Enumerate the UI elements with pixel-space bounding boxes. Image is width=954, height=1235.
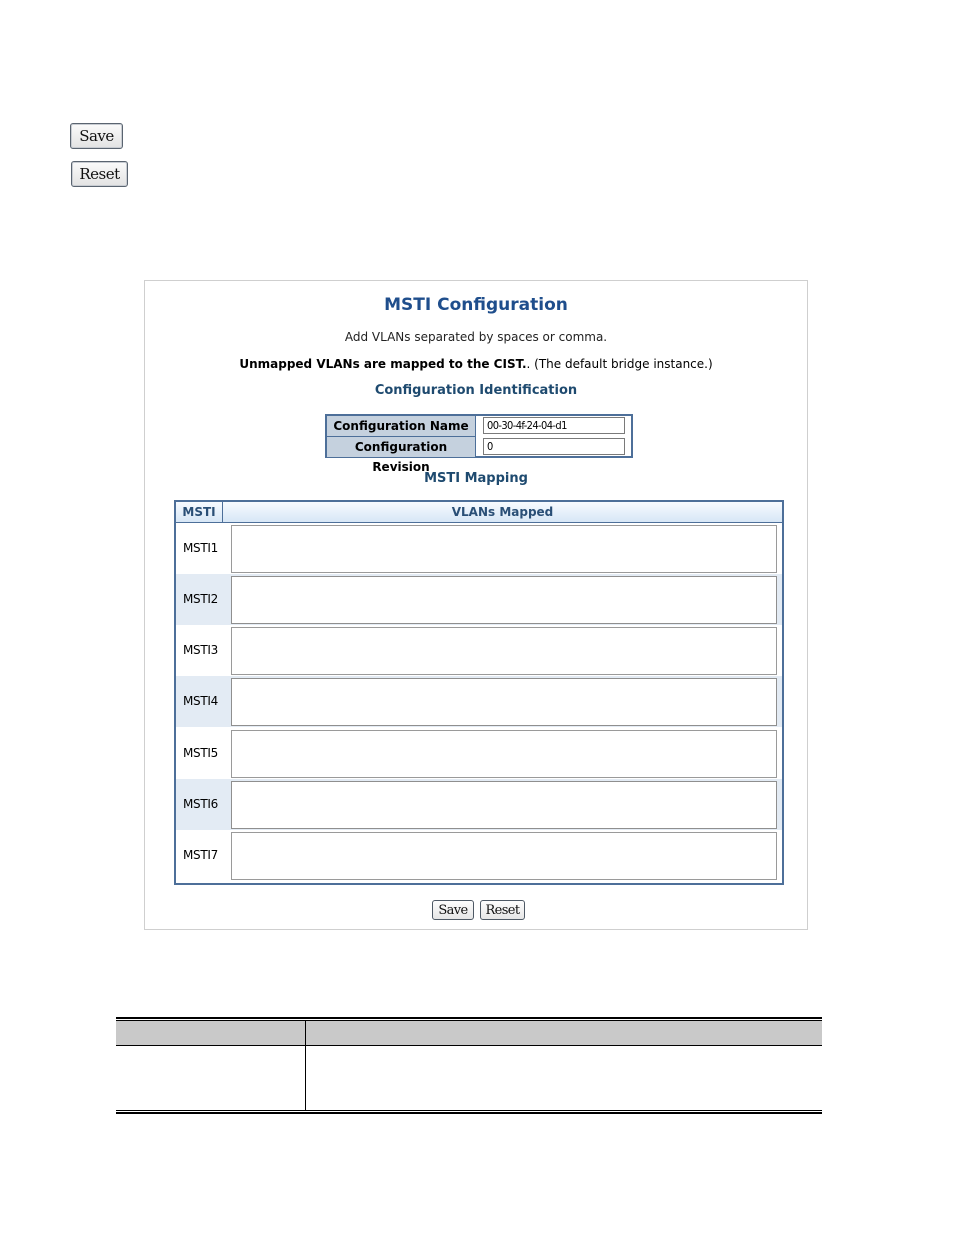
msti-mapping-header bbox=[176, 502, 782, 523]
configuration-revision-label: Configuration Revision bbox=[327, 437, 476, 457]
table-row bbox=[176, 728, 782, 779]
table-border bbox=[116, 1017, 822, 1019]
msti-label: MSTI5 bbox=[183, 746, 218, 760]
vlans-mapped-input[interactable] bbox=[231, 832, 777, 880]
configuration-revision-row bbox=[327, 437, 631, 474]
vlans-mapped-input[interactable] bbox=[231, 525, 777, 573]
configuration-name-row bbox=[327, 416, 631, 436]
msti-label: MSTI3 bbox=[183, 643, 218, 657]
save-button[interactable]: Save bbox=[432, 900, 474, 920]
page-title: MSTI Configuration bbox=[384, 295, 568, 315]
reset-button[interactable]: Reset bbox=[480, 900, 525, 920]
msti-mapping-heading: MSTI Mapping bbox=[424, 471, 528, 486]
table-row bbox=[176, 625, 782, 676]
msti-label: MSTI7 bbox=[183, 848, 218, 862]
save-button[interactable]: Save bbox=[70, 123, 123, 149]
column-header-msti: MSTI bbox=[176, 502, 223, 522]
msti-mapping-table bbox=[174, 500, 784, 885]
table-row bbox=[176, 830, 782, 881]
vlans-mapped-input[interactable] bbox=[231, 678, 777, 726]
description-table-header bbox=[116, 1021, 822, 1045]
configuration-name-input[interactable] bbox=[483, 417, 625, 434]
table-row bbox=[176, 779, 782, 830]
vlans-mapped-input[interactable] bbox=[231, 576, 777, 624]
reset-button[interactable]: Reset bbox=[71, 161, 128, 187]
table-border bbox=[116, 1112, 822, 1114]
unmapped-vlans-note bbox=[145, 357, 807, 371]
note-rest-text: . (The default bridge instance.) bbox=[526, 357, 713, 371]
note-bold-text: Unmapped VLANs are mapped to the CIST. bbox=[239, 357, 527, 371]
configuration-identification-table bbox=[325, 414, 633, 474]
configuration-identification-heading: Configuration Identification bbox=[374, 383, 578, 398]
table-row bbox=[176, 676, 782, 727]
configuration-revision-input[interactable] bbox=[483, 438, 625, 455]
column-header-vlans-mapped: VLANs Mapped bbox=[451, 505, 554, 519]
vlans-mapped-input[interactable] bbox=[231, 781, 777, 829]
configuration-name-label: Configuration Name bbox=[327, 416, 476, 437]
msti-configuration-panel bbox=[144, 280, 808, 930]
vlan-input-hint: Add VLANs separated by spaces or comma. bbox=[344, 330, 608, 344]
table-row bbox=[176, 574, 782, 625]
description-table bbox=[116, 1017, 822, 1115]
table-border bbox=[116, 1045, 822, 1046]
msti-label: MSTI6 bbox=[183, 797, 218, 811]
column-divider bbox=[305, 1021, 306, 1111]
table-border bbox=[116, 1110, 822, 1111]
msti-label: MSTI4 bbox=[183, 694, 218, 708]
table-row bbox=[176, 523, 782, 574]
vlans-mapped-input[interactable] bbox=[231, 627, 777, 675]
msti-label: MSTI1 bbox=[183, 541, 218, 555]
vlans-mapped-input[interactable] bbox=[231, 730, 777, 778]
msti-label: MSTI2 bbox=[183, 592, 218, 606]
